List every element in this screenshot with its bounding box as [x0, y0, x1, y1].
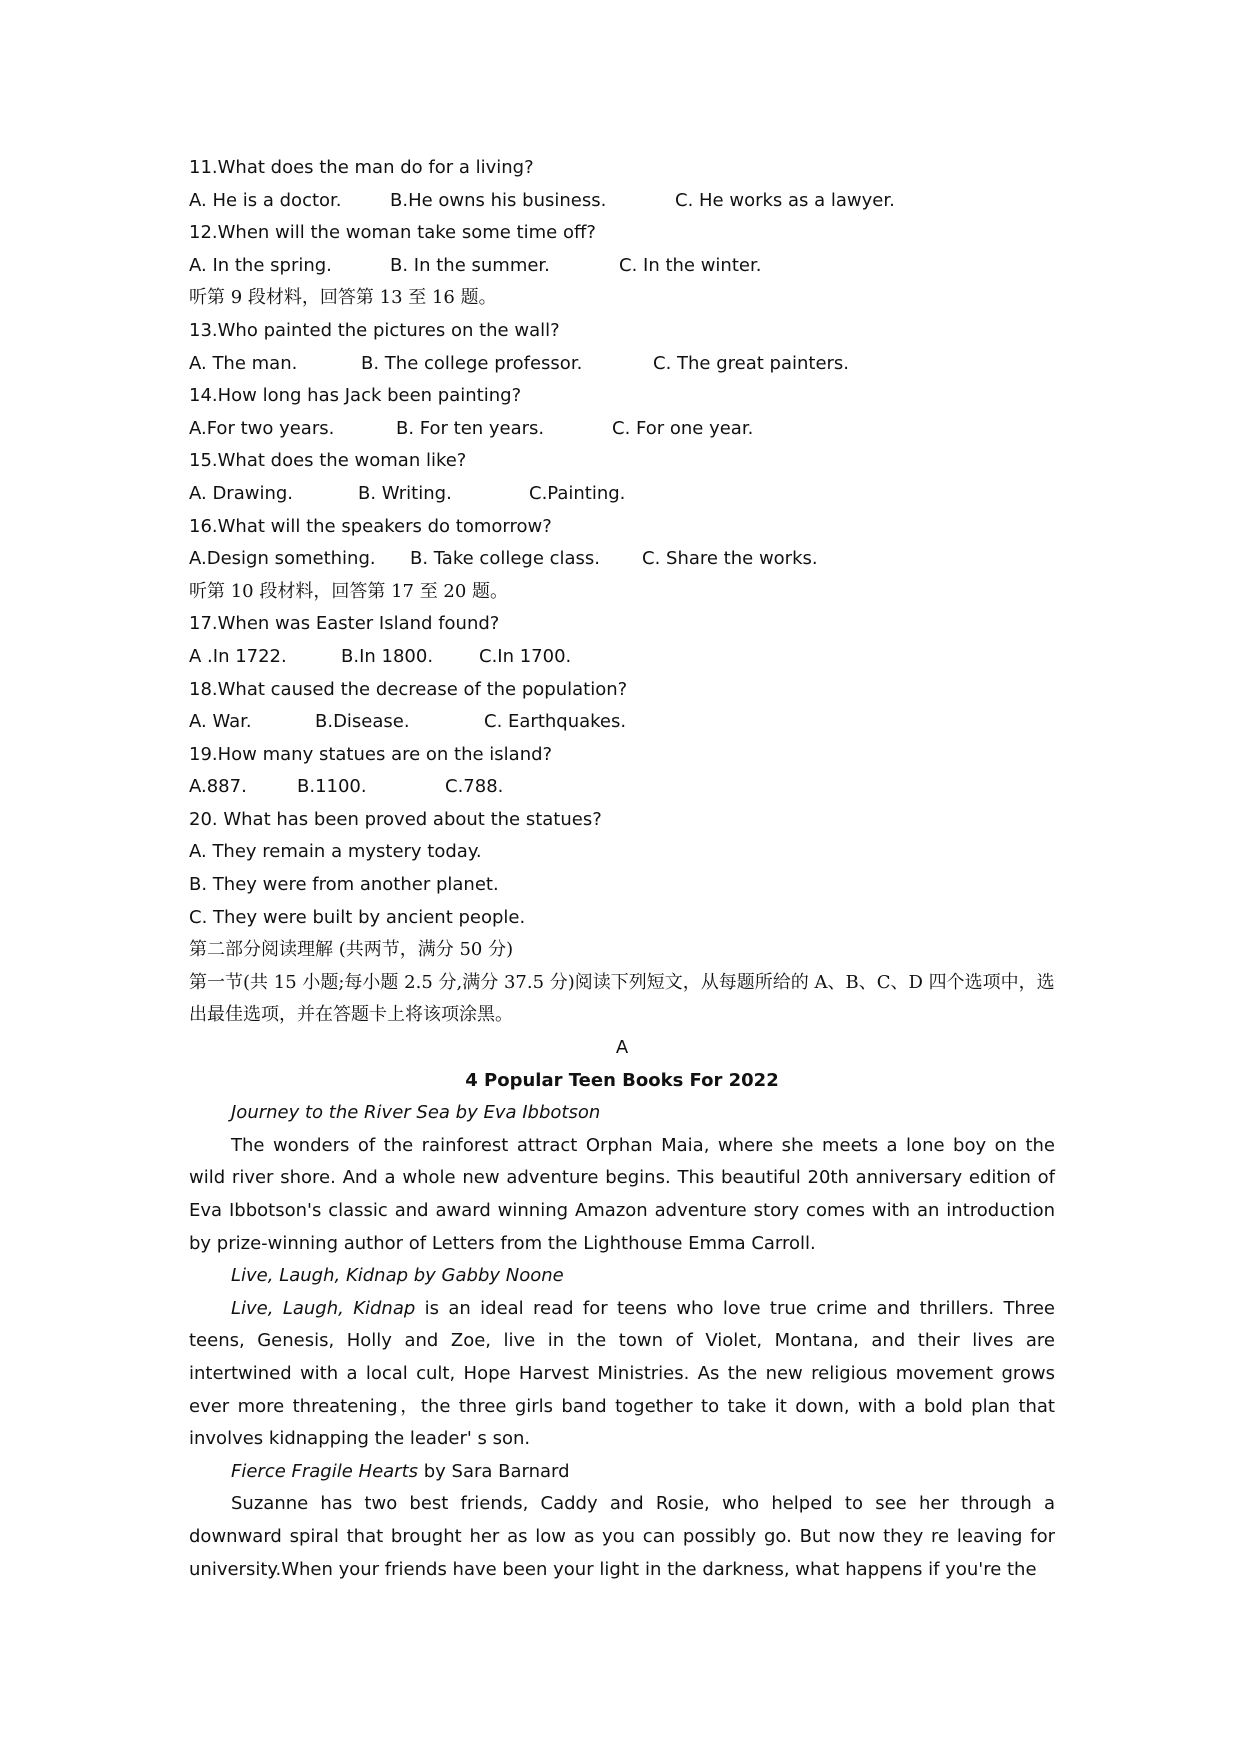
option-c: C. In the winter.	[619, 254, 762, 276]
options-11	[189, 185, 1055, 218]
book2-heading: Live, Laugh, Kidnap by Gabby Noone	[231, 1265, 564, 1287]
question-20: 20. What has been proved about the statues?	[189, 808, 602, 830]
options-15	[189, 478, 1055, 511]
option-c: C. The great painters.	[653, 352, 850, 374]
question-16: 16.What will the speakers do tomorrow?	[189, 515, 552, 537]
options-16	[189, 543, 1055, 576]
options-19	[189, 771, 1055, 804]
question-11: 11.What does the man do for a living?	[189, 157, 534, 178]
book2-title-inline: Live, Laugh, Kidnap	[231, 1297, 416, 1319]
part2-title: 第二部分阅读理解 (共两节，满分 50 分)	[189, 939, 514, 961]
question-15: 15.What does the woman like?	[189, 450, 467, 472]
book2-description	[189, 1293, 1055, 1456]
question-18: 18.What caused the decrease of the population?	[189, 678, 628, 700]
option-c: C. Earthquakes.	[484, 711, 627, 733]
options-18	[189, 706, 1055, 739]
option-c: C. They were built by ancient people.	[189, 906, 526, 928]
option-c: C. Share the works.	[642, 548, 818, 570]
option-a: A. He is a doctor.	[189, 189, 342, 211]
book1-description: The wonders of the rainforest attract Orphan Maia, where she meets a lone boy on the wild river shore. And a whole new adventure begins. This beautiful 20th anniversary edition of Eva Ibbotson's classic and award winning Amazon adventure story comes with an introduction by prize-winning author of Letters from the Lighthouse Emma Carroll.	[189, 1134, 1055, 1254]
option-a: A.Design something.	[189, 548, 376, 570]
question-19: 19.How many statues are on the island?	[189, 743, 553, 765]
passage-title: 4 Popular Teen Books For 2022	[465, 1069, 779, 1091]
book2-text: is an ideal read for teens who love true crime and thrillers. Three teens, Genesis, Holly and Zoe, live in the town of Violet, Montana, and their lives are intertwined with a local cult, Hope Harvest Ministries. As the new religious movement grows ever more threatening，the three girls band together to take it down, with a bold plan that involves kidnapping the leader' s son.	[189, 1297, 1055, 1450]
option-b: B. For ten years.	[396, 417, 545, 439]
option-c: C.Painting.	[529, 482, 626, 504]
question-14: 14.How long has Jack been painting?	[189, 385, 522, 407]
option-a: A. They remain a mystery today.	[189, 841, 482, 863]
book3-heading	[189, 1456, 1055, 1489]
part2-instructions: 第一节(共 15 小题;每小题 2.5 分,满分 37.5 分)阅读下列短文，从每题所给的 A、B、C、D 四个选项中，选出最佳选项，并在答题卡上将该项涂黑。	[189, 971, 1055, 1026]
book3-author: by Sara Barnard	[418, 1460, 570, 1482]
options-12	[189, 250, 1055, 283]
option-c: C. For one year.	[612, 417, 754, 439]
question-17: 17.When was Easter Island found?	[189, 613, 500, 635]
option-a: A. The man.	[189, 352, 298, 374]
option-b: B. Writing.	[358, 482, 452, 504]
option-b: B. They were from another planet.	[189, 874, 499, 896]
options-13	[189, 348, 1055, 381]
option-a: A. War.	[189, 711, 252, 733]
book3-title: Fierce Fragile Hearts	[231, 1460, 419, 1482]
option-c: C.In 1700.	[479, 645, 572, 667]
question-13: 13.Who painted the pictures on the wall?	[189, 319, 560, 341]
option-c: C.788.	[445, 776, 504, 798]
option-a: A.887.	[189, 776, 247, 798]
passage-letter: A	[615, 1037, 629, 1059]
option-b: B.Disease.	[315, 711, 410, 733]
option-a: A .In 1722.	[189, 645, 287, 667]
options-17	[189, 641, 1055, 674]
section-heading-10: 听第 10 段材料，回答第 17 至 20 题。	[189, 580, 509, 602]
option-a: A.For two years.	[189, 417, 335, 439]
option-b: B.He owns his business.	[390, 189, 607, 211]
option-b: B. In the summer.	[390, 254, 550, 276]
section-heading-9: 听第 9 段材料，回答第 13 至 16 题。	[189, 287, 497, 309]
option-c: C. He works as a lawyer.	[675, 189, 895, 211]
book3-description: Suzanne has two best friends, Caddy and Rosie, who helped to see her through a downward spiral that brought her as low as you can possibly go. But now they re leaving for university.When your friends have been your light in the darkness, what happens if you're the	[189, 1493, 1055, 1580]
option-b: B. Take college class.	[410, 548, 601, 570]
options-14	[189, 413, 1055, 446]
book1-heading: Journey to the River Sea by Eva Ibbotson	[231, 1102, 601, 1124]
option-a: A. In the spring.	[189, 254, 332, 276]
question-12: 12.When will the woman take some time off?	[189, 222, 596, 244]
option-b: B. The college professor.	[361, 352, 583, 374]
option-a: A. Drawing.	[189, 482, 294, 504]
option-b: B.In 1800.	[341, 645, 434, 667]
exam-page	[189, 152, 1055, 1586]
option-b: B.1100.	[297, 776, 367, 798]
